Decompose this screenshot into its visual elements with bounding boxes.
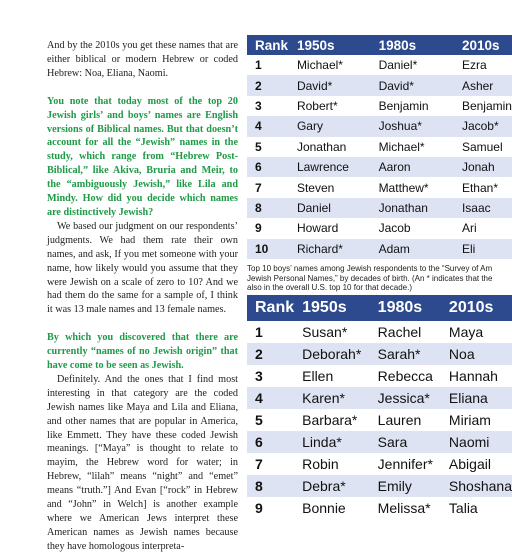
article-column bbox=[47, 39, 238, 554]
name-cell: Joshua* bbox=[371, 116, 454, 136]
name-cell: Susan* bbox=[302, 324, 348, 340]
girls-names-table bbox=[247, 295, 512, 519]
name-cell: Daniel bbox=[289, 198, 371, 218]
name-cell: Noa bbox=[441, 343, 512, 365]
name-cell: Jonathan bbox=[296, 139, 347, 154]
interview-answer: We based our judgment on our respondents’ judgments. We had them rate their own names, and ask, If you met someone with your name, how likely would you assume that they were Jewish on a scale of zero to 10? And we had them do the same for a sample of, I think it was 13 male names and 13 female names. bbox=[47, 220, 238, 316]
header-cell: 2010s bbox=[454, 35, 512, 55]
table-row bbox=[247, 55, 512, 75]
rank-cell: 6 bbox=[247, 431, 294, 453]
name-cell: Jonathan bbox=[371, 198, 454, 218]
name-cell: Robert* bbox=[296, 98, 338, 113]
rank-cell: 2 bbox=[247, 343, 294, 365]
name-cell: Karen* bbox=[294, 387, 370, 409]
name-cell: Talia bbox=[448, 500, 478, 516]
table-row bbox=[247, 475, 512, 497]
name-cell: Jennifer* bbox=[377, 456, 433, 472]
header-cell: 1950s bbox=[294, 295, 370, 321]
table-caption bbox=[247, 264, 512, 293]
table-row bbox=[247, 157, 512, 177]
rank-cell: 3 bbox=[255, 98, 262, 113]
boys-names-table bbox=[247, 35, 512, 259]
name-cell: Melissa* bbox=[377, 500, 431, 516]
name-cell: Emily bbox=[370, 475, 441, 497]
name-cell: Asher bbox=[454, 75, 512, 95]
name-cell: Richard* bbox=[289, 239, 371, 259]
name-cell: Steven bbox=[296, 180, 335, 195]
rank-cell: 1 bbox=[255, 58, 262, 73]
rank-cell: 8 bbox=[247, 198, 289, 218]
name-cell: Linda* bbox=[294, 431, 370, 453]
name-cell: Maya bbox=[448, 324, 484, 340]
header-cell: Rank bbox=[247, 35, 289, 55]
name-cell: Ezra bbox=[461, 58, 487, 73]
name-cell: Lawrence bbox=[289, 157, 371, 177]
interview-answer: Definitely. And the ones that I find most interesting in that category are the coded Jewish names like Maya and Lila and Eliana, and other names that are popular in America, like Emmett. They have these coded Jewish meanings. [“Maya” is thought to relate to mayim, the Hebrew word for water; in Hebrew, “lilah” means “night” and “emet” means “truth.”] And Evan [“rock” in Hebrew and “John” in Welch] is another example where we American Jews interpret these American names as Jewish names because they have homologous interpreta- bbox=[47, 373, 238, 552]
name-cell: Michael* bbox=[378, 139, 425, 154]
name-cell: Jonah bbox=[454, 157, 512, 177]
header-cell: 1980s bbox=[370, 295, 441, 321]
name-cell: Hannah bbox=[448, 368, 498, 384]
name-cell: Barbara* bbox=[302, 412, 358, 428]
name-cell: Daniel* bbox=[378, 58, 418, 73]
header-cell: Rank bbox=[247, 295, 294, 321]
interview-question: You note that today most of the top 20 Jewish girls’ and boys’ names are English versions of Biblical names. But that doesn’t account for all the “Jewish” names in the study, which range from “Hebrew Post-Biblical,” like Akiva, Bruria and Meir, to the “ambiguously Jewish,” like Lila and Mindy. How did you decide which names are distinctively Jewish? bbox=[47, 95, 238, 218]
name-cell: Abigail bbox=[448, 456, 491, 472]
rank-cell: 1 bbox=[255, 324, 263, 340]
header-cell: 1980s bbox=[371, 35, 454, 55]
name-cell: Eliana bbox=[441, 387, 512, 409]
table-header-row bbox=[247, 295, 512, 321]
name-cell: Aaron bbox=[371, 157, 454, 177]
rank-cell: 4 bbox=[247, 116, 289, 136]
name-cell: Benjamin bbox=[378, 98, 429, 113]
table-row bbox=[247, 321, 512, 343]
name-cell: Ethan* bbox=[461, 180, 498, 195]
name-cell: Debra* bbox=[294, 475, 370, 497]
rank-cell: 6 bbox=[247, 157, 289, 177]
name-cell: Sara bbox=[370, 431, 441, 453]
name-cell: Gary bbox=[289, 116, 371, 136]
name-cell: Eli bbox=[454, 239, 512, 259]
table-row bbox=[247, 387, 512, 409]
name-cell: David* bbox=[371, 75, 454, 95]
name-cell: Shoshana bbox=[441, 475, 512, 497]
header-cell: 1950s bbox=[289, 35, 371, 55]
table-row bbox=[247, 497, 512, 519]
rank-cell: 3 bbox=[255, 368, 263, 384]
name-cell: Rebecca bbox=[377, 368, 433, 384]
table-row bbox=[247, 453, 512, 475]
rank-cell: 10 bbox=[247, 239, 289, 259]
name-cell: Naomi bbox=[441, 431, 512, 453]
name-cell: Isaac bbox=[454, 198, 512, 218]
name-cell: Robin bbox=[302, 456, 339, 472]
table-row bbox=[247, 365, 512, 387]
name-cell: Jacob* bbox=[454, 116, 512, 136]
name-cell: Bonnie bbox=[302, 500, 346, 516]
article-paragraph: And by the 2010s you get these names that are either biblical or modern Hebrew or coded Hebrew: Noa, Eliana, Naomi. bbox=[47, 40, 238, 79]
rank-cell: 7 bbox=[255, 180, 262, 195]
table-row bbox=[247, 431, 512, 453]
name-cell: Sarah* bbox=[370, 343, 441, 365]
caption-line: Top 10 boys’ names among Jewish respondents to the “Survey of Am bbox=[247, 264, 493, 273]
name-cell: Deborah* bbox=[294, 343, 370, 365]
name-cell: Adam bbox=[371, 239, 454, 259]
table-row bbox=[247, 177, 512, 197]
name-cell: Jessica* bbox=[370, 387, 441, 409]
table-row bbox=[247, 409, 512, 431]
name-cell: Howard bbox=[296, 221, 339, 236]
name-cell: Lauren bbox=[377, 412, 422, 428]
name-cell: Rachel bbox=[377, 324, 422, 340]
table-row bbox=[247, 137, 512, 157]
interview-question: By which you discovered that there are currently “names of no Jewish origin” that have come to be seen as Jewish. bbox=[47, 332, 238, 372]
rank-cell: 7 bbox=[255, 456, 263, 472]
caption-line: also in the overall U.S. top 10 for that decade.) bbox=[247, 283, 412, 292]
rank-cell: 8 bbox=[247, 475, 294, 497]
name-cell: Matthew* bbox=[378, 180, 429, 195]
table-row bbox=[247, 75, 512, 95]
rank-cell: 9 bbox=[255, 500, 263, 516]
name-cell: Jacob bbox=[378, 221, 411, 236]
caption-line: Jewish Personal Names,” by decades of birth. (An * indicates that the bbox=[247, 273, 493, 283]
table-row bbox=[247, 343, 512, 365]
table-header-row bbox=[247, 35, 512, 55]
name-cell: Samuel bbox=[461, 139, 503, 154]
table-row bbox=[247, 116, 512, 136]
name-cell: Benjamin bbox=[461, 98, 512, 113]
table-row bbox=[247, 96, 512, 116]
table-row bbox=[247, 239, 512, 259]
name-cell: Miriam bbox=[448, 412, 491, 428]
name-cell: Ari bbox=[461, 221, 477, 236]
rank-cell: 9 bbox=[255, 221, 262, 236]
rank-cell: 2 bbox=[247, 75, 289, 95]
rank-cell: 5 bbox=[255, 139, 262, 154]
name-cell: Michael* bbox=[296, 58, 343, 73]
header-cell: 2010s bbox=[441, 295, 512, 321]
name-cell: Ellen bbox=[302, 368, 334, 384]
rank-cell: 5 bbox=[255, 412, 263, 428]
name-cell: David* bbox=[289, 75, 371, 95]
table-row bbox=[247, 198, 512, 218]
table-row bbox=[247, 218, 512, 238]
rank-cell: 4 bbox=[247, 387, 294, 409]
